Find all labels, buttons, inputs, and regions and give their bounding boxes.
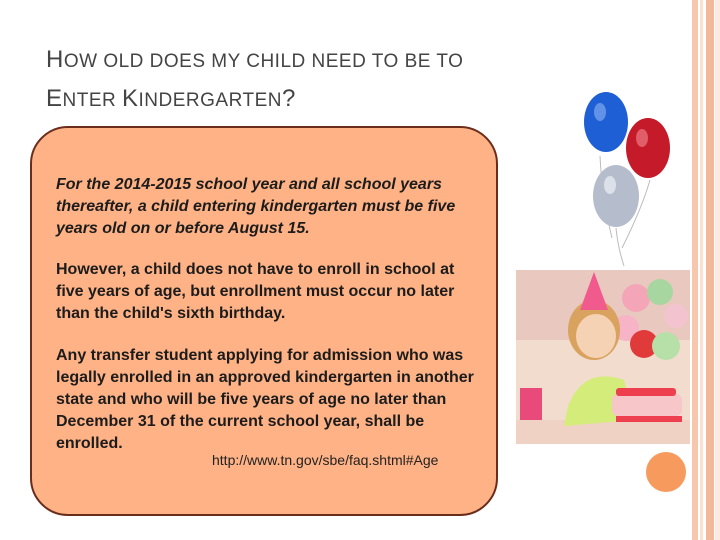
enrollment-paragraph: However, a child does not have to enroll in school at five years of age, but enrollment must occur no later than the child's sixth birthday. [56,261,455,322]
age-requirement-paragraph: For the 2014-2015 school year and all school years thereafter, a child entering kindergarten must be five years old on or before August 15. [56,176,456,237]
border-stripe [706,0,714,540]
slide-title [46,42,606,120]
balloons-image [572,88,682,268]
border-stripe [700,0,703,540]
source-link[interactable]: http://www.tn.gov/sbe/faq.shtml#Age [212,452,439,468]
title-question-mark: ? [281,85,296,112]
title-cap: K [122,85,139,112]
title-text: NTER [62,90,123,111]
title-text: INDERGARTEN [138,90,282,111]
title-cap: E [46,85,63,112]
title-line-1 [46,42,606,81]
border-stripe [692,0,698,540]
title-line-2 [46,81,606,120]
transfer-student-paragraph: Any transfer student applying for admission who was legally enrolled in an approved kindergarten in another state and who will be five years of age no later than December 31 of the current school year, shall be enrolled. [56,347,474,452]
title-cap: H [46,46,64,73]
border-stripe [715,0,720,540]
decorative-circle [646,452,686,492]
girl-with-birthday-cake-photo [516,270,690,444]
title-text: OW OLD DOES MY CHILD NEED TO BE TO [63,51,464,72]
